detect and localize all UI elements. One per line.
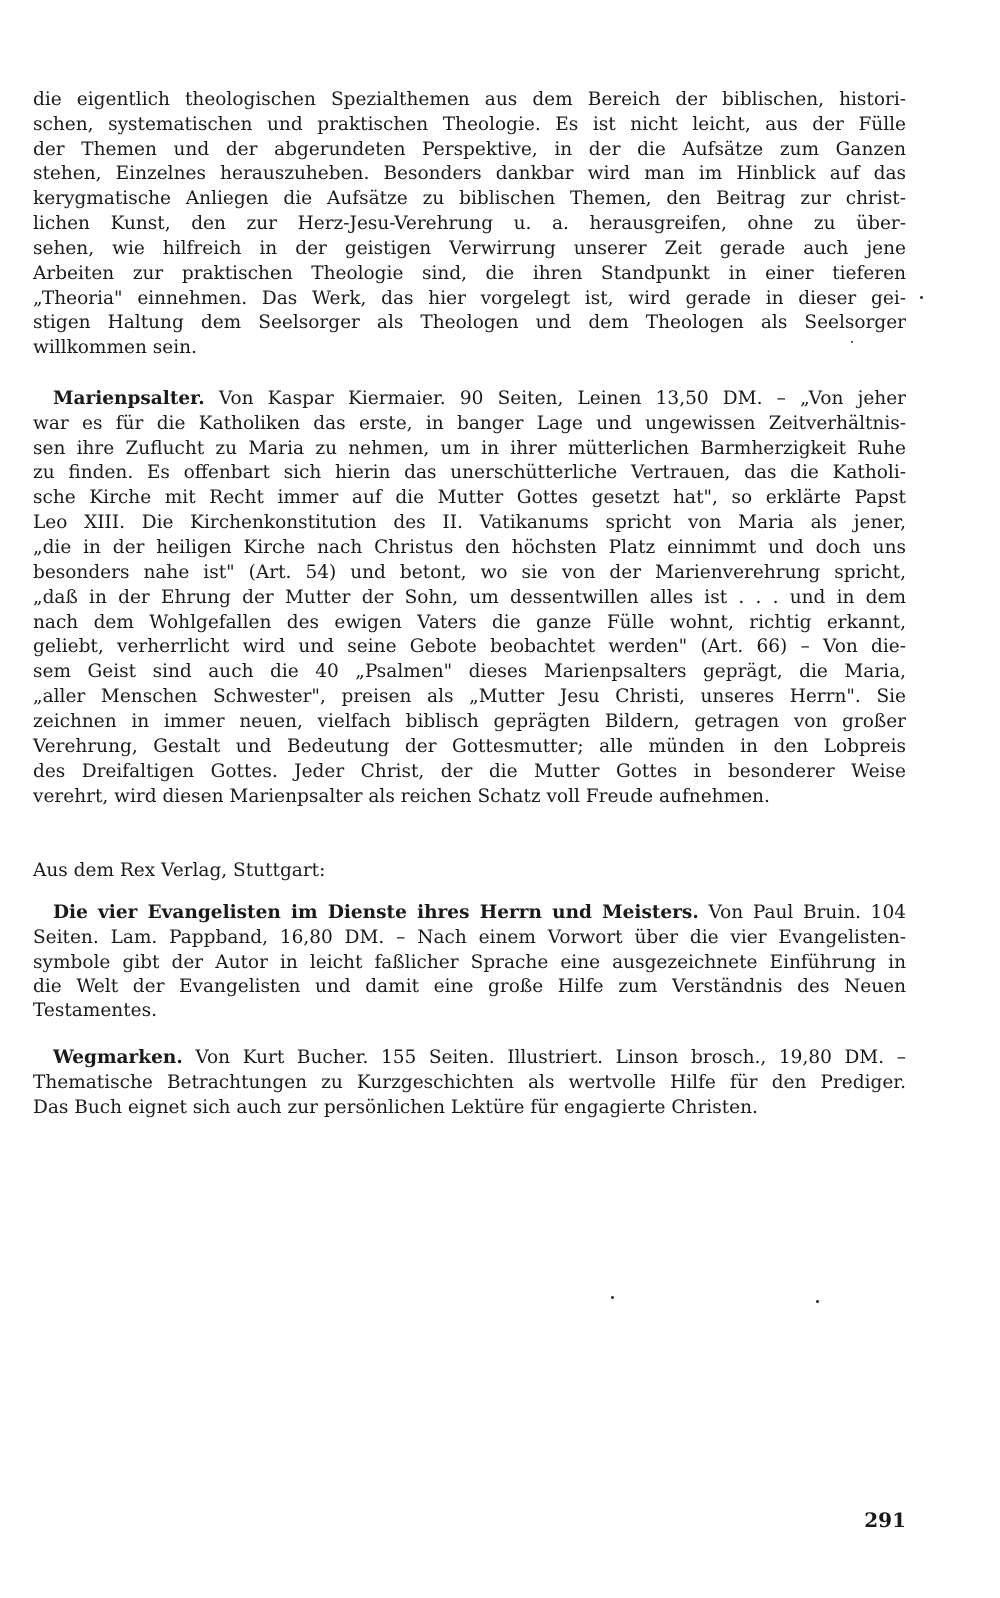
text-line: „die in der heiligen Kirche nach Christus den höchsten Platz einnimmt und doch uns (33, 537, 906, 558)
text-line: Das Buch eignet sich auch zur persönlichen Lektüre für engagierte Christen. (33, 1097, 758, 1118)
text-line: Von Kaspar Kiermaier. 90 Seiten, Leinen 13,50 DM. – „Von jeher (204, 388, 906, 409)
text-line: sehen, wie hilfreich in der geistigen Verwirrung unserer Zeit gerade auch jene (33, 238, 906, 259)
book-title: Marienpsalter. (53, 388, 205, 409)
text-line: die Welt der Evangelisten und damit eine große Hilfe zum Verständnis des Neuen (33, 976, 906, 997)
text-line: verehrt, wird diesen Marienpsalter als reichen Schatz voll Freude aufnehmen. (33, 786, 770, 807)
page-number: 291 (864, 1508, 906, 1532)
scan-speck (851, 341, 853, 343)
text-line: stehen, Einzelnes herauszuheben. Besonders dankbar wird man im Hinblick auf das (33, 163, 906, 184)
text-line: stigen Haltung dem Seelsorger als Theologen und dem Theologen als Seelsorger (33, 312, 906, 333)
text-line: Arbeiten zur praktischen Theologie sind, die ihren Standpunkt in einer tieferen (33, 263, 906, 284)
text-line: Seiten. Lam. Pappband, 16,80 DM. – Nach einem Vorwort über die vier Evangelisten- (33, 927, 906, 948)
text-line: „Theoria" einnehmen. Das Werk, das hier vorgelegt ist, wird gerade in dieser gei- (33, 288, 906, 309)
text-line: kerygmatische Anliegen die Aufsätze zu biblischen Themen, den Beitrag zur christ- (33, 188, 906, 209)
text-line: geliebt, verherrlicht wird und seine Gebote beobachtet werden" (Art. 66) – Von die- (33, 636, 906, 657)
text-line: lichen Kunst, den zur Herz-Jesu-Verehrung u. a. herausgreifen, ohne zu über- (33, 213, 906, 234)
text-line: zeichnen in immer neuen, vielfach biblisch geprägten Bildern, getragen von großer (33, 711, 906, 732)
text-line: sem Geist sind auch die 40 „Psalmen" dieses Marienpsalters geprägt, die Maria, (33, 661, 906, 682)
text-line: war es für die Katholiken das erste, in banger Lage und ungewissen Zeitverhältnis- (33, 413, 906, 434)
scan-speck (611, 1296, 614, 1299)
text-line: Thematische Betrachtungen zu Kurzgeschichten als wertvolle Hilfe für den Prediger. (33, 1072, 906, 1093)
text-line: „daß in der Ehrung der Mutter der Sohn, um dessentwillen alles ist . . . und in dem (33, 587, 906, 608)
text-line: nach dem Wohlgefallen des ewigen Vaters die ganze Fülle wohnt, richtig erkannt, (33, 612, 906, 633)
review-first-line (53, 386, 906, 412)
scan-speck (920, 296, 923, 299)
text-line: der Themen und der abgerundeten Perspektive, in der die Aufsätze zum Ganzen (33, 139, 906, 160)
text-line: schen, systematischen und praktischen Theologie. Es ist nicht leicht, aus der Fülle (33, 114, 906, 135)
review-first-line (53, 1045, 906, 1071)
text-line: Verehrung, Gestalt und Bedeutung der Gottesmutter; alle münden in den Lobpreis (33, 736, 906, 757)
text-line: willkommen sein. (33, 337, 197, 358)
review-first-line (53, 900, 906, 926)
text-line: symbole gibt der Autor in leicht faßlicher Sprache eine ausgezeichnete Einführung in (33, 952, 906, 973)
text-line: sen ihre Zuflucht zu Maria zu nehmen, um in ihrer mütterlichen Barmherzigkeit Ruhe (33, 438, 906, 459)
text-line: die eigentlich theologischen Spezialthemen aus dem Bereich der biblischen, histori- (33, 89, 906, 110)
text-line: Von Paul Bruin. 104 (698, 902, 906, 923)
book-title: Wegmarken. (53, 1047, 183, 1068)
scan-speck (816, 1300, 819, 1303)
text-line: des Dreifaltigen Gottes. Jeder Christ, der die Mutter Gottes in besonderer Weise (33, 761, 906, 782)
text-line: Testamentes. (33, 1000, 157, 1021)
text-line: zu finden. Es offenbart sich hierin das unerschütterliche Vertrauen, das die Katholi- (33, 462, 906, 483)
text-line: „aller Menschen Schwester", preisen als „Mutter Jesu Christi, unseres Herrn". Sie (33, 686, 906, 707)
text-line: Leo XIII. Die Kirchenkonstitution des II. Vatikanums spricht von Maria als jener, (33, 512, 906, 533)
book-title: Die vier Evangelisten im Dienste ihres Herrn und Meisters. (53, 902, 699, 923)
text-line: sche Kirche mit Recht immer auf die Mutter Gottes gesetzt hat", so erklärte Papst (33, 487, 906, 508)
text-line: Von Kurt Bucher. 155 Seiten. Illustriert. Linson brosch., 19,80 DM. – (182, 1047, 906, 1068)
publisher-heading: Aus dem Rex Verlag, Stuttgart: (33, 860, 326, 881)
text-line: besonders nahe ist" (Art. 54) und betont, wo sie von der Marienverehrung spricht, (33, 562, 906, 583)
